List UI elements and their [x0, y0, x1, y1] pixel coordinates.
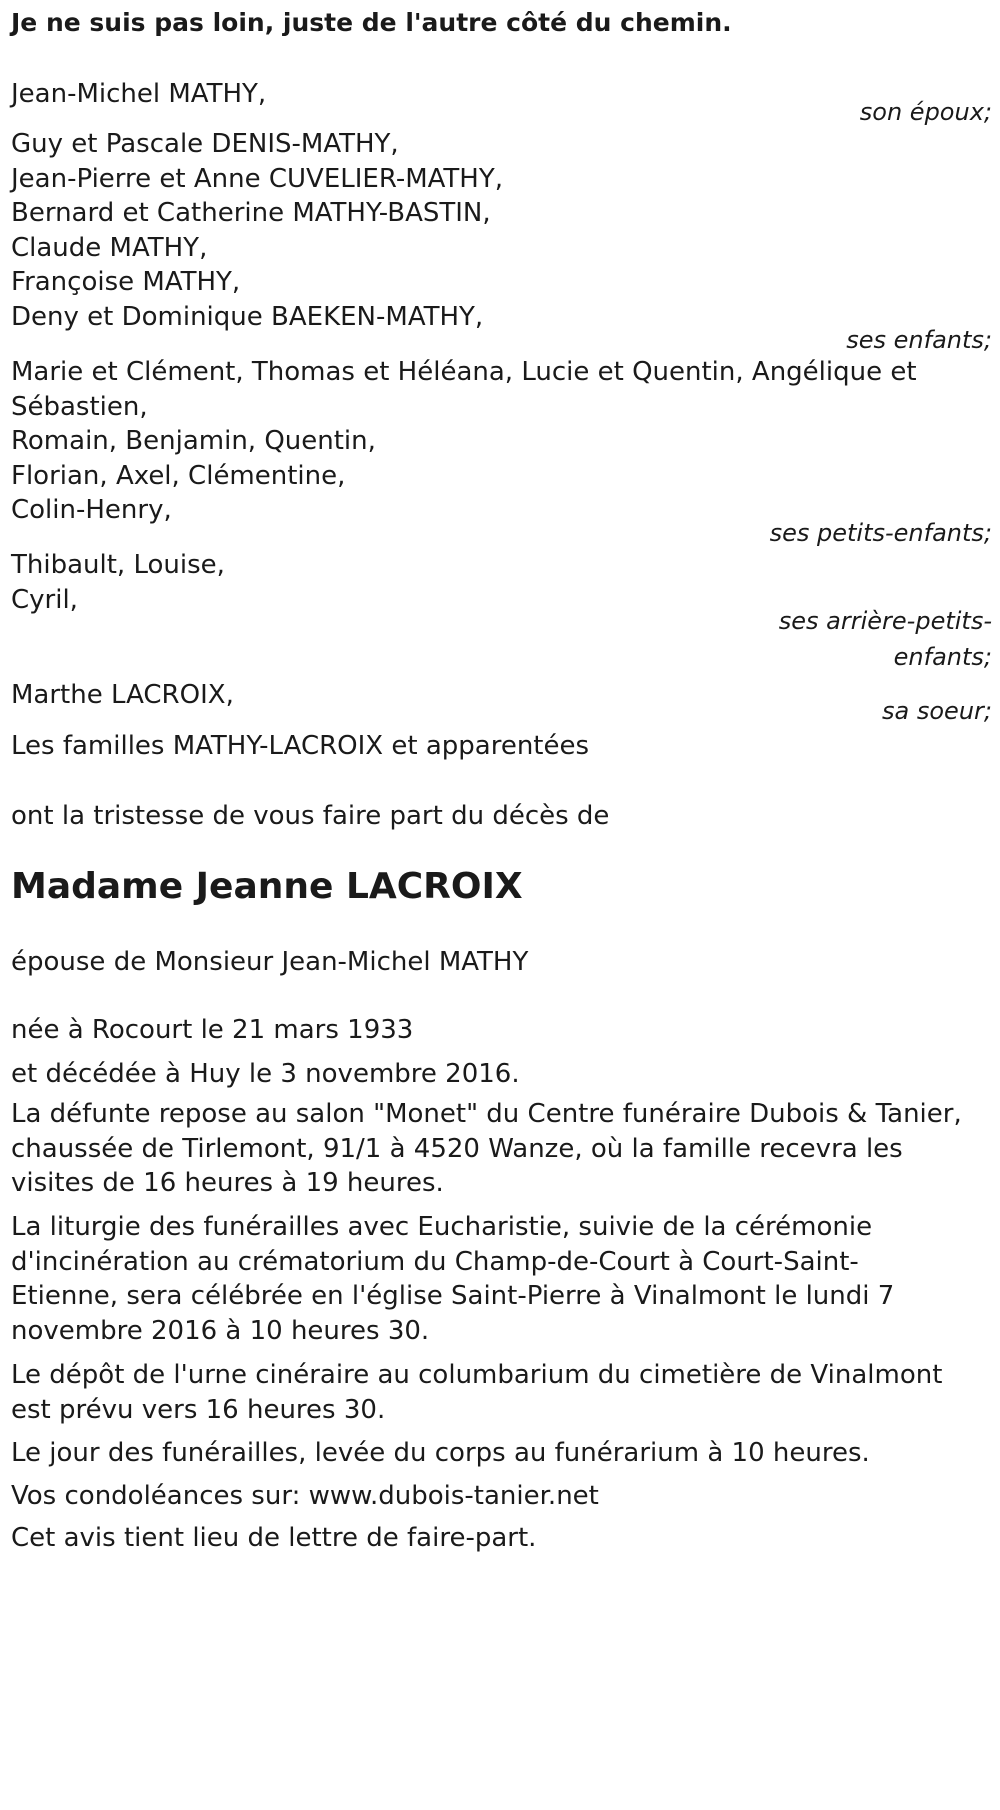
great-grandchildren-role-line2: enfants;	[893, 643, 992, 671]
funeral-day-line: Le jour des funérailles, levée du corps au funérarium à 10 heures.	[11, 1438, 870, 1468]
list-item: Claude MATHY,	[11, 232, 208, 263]
urn-paragraph	[11, 1358, 991, 1427]
list-item: Colin-Henry,	[11, 495, 172, 526]
paragraph-line: d'incinération au crématorium du Champ-de-Court à Court-Saint-	[11, 1246, 859, 1277]
paragraph-line: Etienne, sera célébrée en l'église Saint-Pierre à Vinalmont le lundi 7	[11, 1281, 895, 1312]
list-item: Romain, Benjamin, Quentin,	[11, 426, 376, 457]
condolences-line: Vos condoléances sur: www.dubois-tanier.net	[11, 1481, 599, 1511]
death-line: et décédée à Huy le 3 novembre 2016.	[11, 1059, 520, 1089]
birth-line: née à Rocourt le 21 mars 1933	[11, 1015, 414, 1045]
sister-role: sa soeur;	[882, 697, 992, 725]
paragraph-line: Le dépôt de l'urne cinéraire au columbarium du cimetière de Vinalmont	[11, 1360, 943, 1390]
grandchildren-role: ses petits-enfants;	[769, 519, 992, 547]
grandchildren-list	[11, 355, 991, 528]
rest-paragraph	[11, 1097, 991, 1201]
list-item: Guy et Pascale DENIS-MATHY,	[11, 129, 399, 159]
sister-name: Marthe LACROIX,	[11, 680, 234, 710]
great-grandchildren-role-line1: ses arrière-petits-	[778, 607, 992, 635]
paragraph-line: chaussée de Tirlemont, 91/1 à 4520 Wanze, où la famille recevra les	[11, 1133, 903, 1164]
paragraph-line: est prévu vers 16 heures 30.	[11, 1394, 386, 1425]
list-item: Jean-Pierre et Anne CUVELIER-MATHY,	[11, 163, 504, 194]
list-item: Marie et Clément, Thomas et Héléana, Lucie et Quentin, Angélique et	[11, 357, 917, 387]
deceased-name: Madame Jeanne LACROIX	[11, 866, 523, 907]
paragraph-line: visites de 16 heures à 19 heures.	[11, 1168, 444, 1199]
list-item: Florian, Axel, Clémentine,	[11, 460, 346, 491]
list-item: Deny et Dominique BAEKEN-MATHY,	[11, 301, 484, 332]
list-item: Françoise MATHY,	[11, 267, 241, 298]
families-line: Les familles MATHY-LACROIX et apparentées	[11, 731, 590, 761]
liturgy-paragraph	[11, 1210, 991, 1348]
list-item: Sébastien,	[11, 391, 148, 422]
deceased-spouse-line: épouse de Monsieur Jean-Michel MATHY	[11, 947, 529, 977]
list-item: Bernard et Catherine MATHY-BASTIN,	[11, 198, 491, 229]
children-role: ses enfants;	[846, 326, 992, 354]
list-item: Cyril,	[11, 584, 78, 615]
notice-line: Cet avis tient lieu de lettre de faire-part.	[11, 1523, 537, 1553]
epigraph-quote: Je ne suis pas loin, juste de l'autre côté du chemin.	[11, 8, 732, 37]
paragraph-line: La liturgie des funérailles avec Eucharistie, suivie de la cérémonie	[11, 1212, 873, 1242]
paragraph-line: La défunte repose au salon "Monet" du Centre funéraire Dubois & Tanier,	[11, 1099, 962, 1129]
list-item: Thibault, Louise,	[11, 550, 225, 580]
spouse-name: Jean-Michel MATHY,	[11, 79, 267, 109]
paragraph-line: novembre 2016 à 10 heures 30.	[11, 1315, 430, 1346]
children-list	[11, 127, 991, 335]
announcement-line: ont la tristesse de vous faire part du décès de	[11, 801, 610, 831]
spouse-role: son époux;	[859, 98, 992, 126]
